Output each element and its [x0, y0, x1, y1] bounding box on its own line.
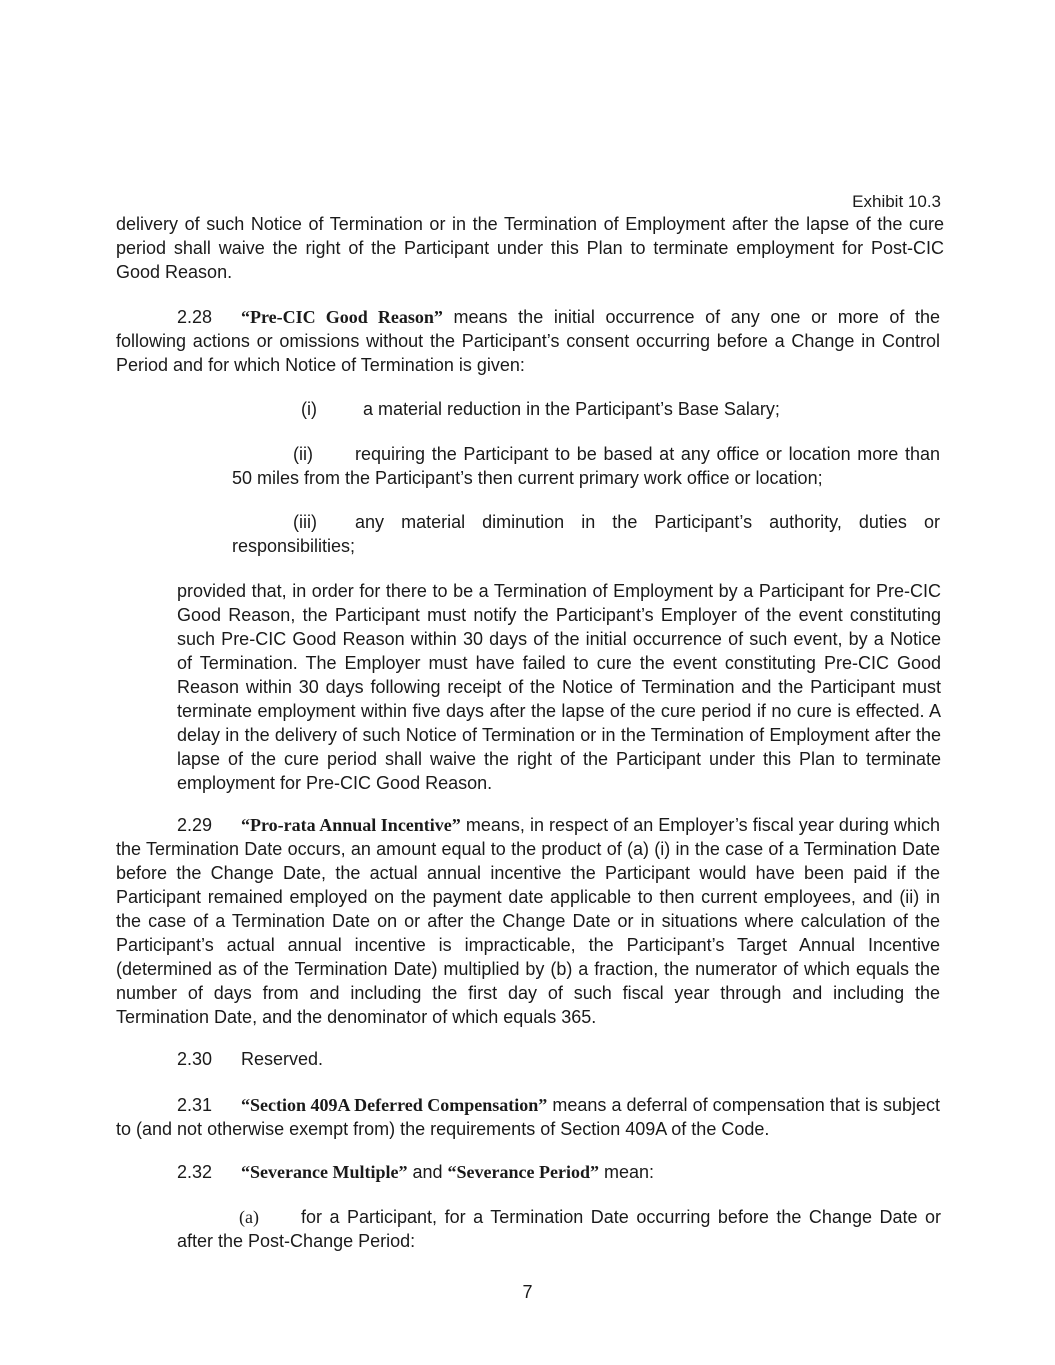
defined-term: “Section 409A Deferred Compensation”: [241, 1095, 548, 1115]
list-item-a: [177, 1205, 941, 1253]
section-number: 2.32: [177, 1162, 213, 1182]
defined-term: “Severance Period”: [447, 1162, 599, 1182]
proviso-paragraph: provided that, in order for there to be a Termination of Employment by a Participant for Pre-CIC Good Reason, the Participant must notify the Participant’s Employer of the event constituting such Pre-CIC Good Reason within 30 days of the initial occurrence of such event, by a Notice of Termination. The Employer must have failed to cure the event constituting Pre-CIC Good Reason within 30 days following receipt of the Notice of Termination and the Participant must terminate employment within five days after the lapse of the cure period if no cure is effected. A delay in the delivery of such Notice of Termination or in the Termination of Employment after the lapse of the cure period shall waive the right of the Participant under this Plan to terminate employment for Pre-CIC Good Reason.: [177, 581, 941, 793]
section-text: Reserved.: [241, 1049, 324, 1069]
section-number: 2.28: [177, 307, 213, 327]
item-text: requiring the Participant to be based at any office or location more than 50 miles from the Participant’s then current primary work office or location;: [232, 444, 940, 488]
defined-term: “Pro-rata Annual Incentive”: [241, 815, 461, 835]
page-number: 7: [522, 1282, 533, 1302]
list-item-iii: [232, 510, 940, 558]
list-item-ii: [232, 442, 940, 490]
section-number: 2.31: [177, 1095, 213, 1115]
defined-term: “Pre-CIC Good Reason”: [241, 307, 443, 327]
item-label: (a): [239, 1207, 259, 1227]
item-text: any material diminution in the Participant’s authority, duties or responsibilities;: [232, 512, 940, 556]
section-2-28: [116, 305, 940, 377]
exhibit-label: Exhibit 10.3: [852, 192, 941, 211]
section-2-31: [116, 1093, 940, 1141]
section-text: mean:: [604, 1162, 655, 1182]
section-2-30: [116, 1047, 940, 1071]
section-text: means, in respect of an Employer’s fiscal year during which the Termination Date occurs, an amount equal to the product of (a) (i) in the case of a Termination Date before the Change Date, the actual annual incentive the Participant would have been paid if the Participant remained employed on the payment date applicable to then current employees, and (ii) in the case of a Termination Date on or after the Change Date or in situations where calculation of the Participant’s actual annual incentive is impracticable, the Participant’s Target Annual Incentive (determined as of the Termination Date) multiplied by (b) a fraction, the numerator of which equals the number of days from and including the first day of such fiscal year through and including the Termination Date, and the denominator of which equals 365.: [116, 815, 940, 1027]
defined-term: “Severance Multiple”: [241, 1162, 408, 1182]
item-label: (i): [301, 399, 317, 419]
item-label: (iii): [293, 512, 317, 532]
section-number: 2.29: [177, 815, 213, 835]
section-text: means the initial occurrence of any one or more of the following actions or omissions without the Participant’s consent occurring before a Change in Control Period and for which Notice of Termination is given:: [116, 307, 940, 375]
item-label: (ii): [293, 444, 313, 464]
section-text: means a deferral of compensation that is subject to (and not otherwise exempt from) the requirements of Section 409A of the Code.: [116, 1095, 940, 1139]
item-text: for a Participant, for a Termination Date occurring before the Change Date or after the Post-Change Period:: [177, 1207, 941, 1251]
list-item-i: [301, 397, 941, 421]
conjunction: and: [412, 1162, 443, 1182]
section-2-32: [116, 1160, 940, 1184]
section-number: 2.30: [177, 1049, 213, 1069]
section-2-29: [116, 813, 940, 1029]
continued-paragraph: delivery of such Notice of Termination or in the Termination of Employment after the lapse of the cure period shall waive the right of the Participant under this Plan to terminate employment for Post-CIC Good Reason.: [116, 214, 944, 282]
item-text: a material reduction in the Participant’s Base Salary;: [363, 399, 780, 419]
